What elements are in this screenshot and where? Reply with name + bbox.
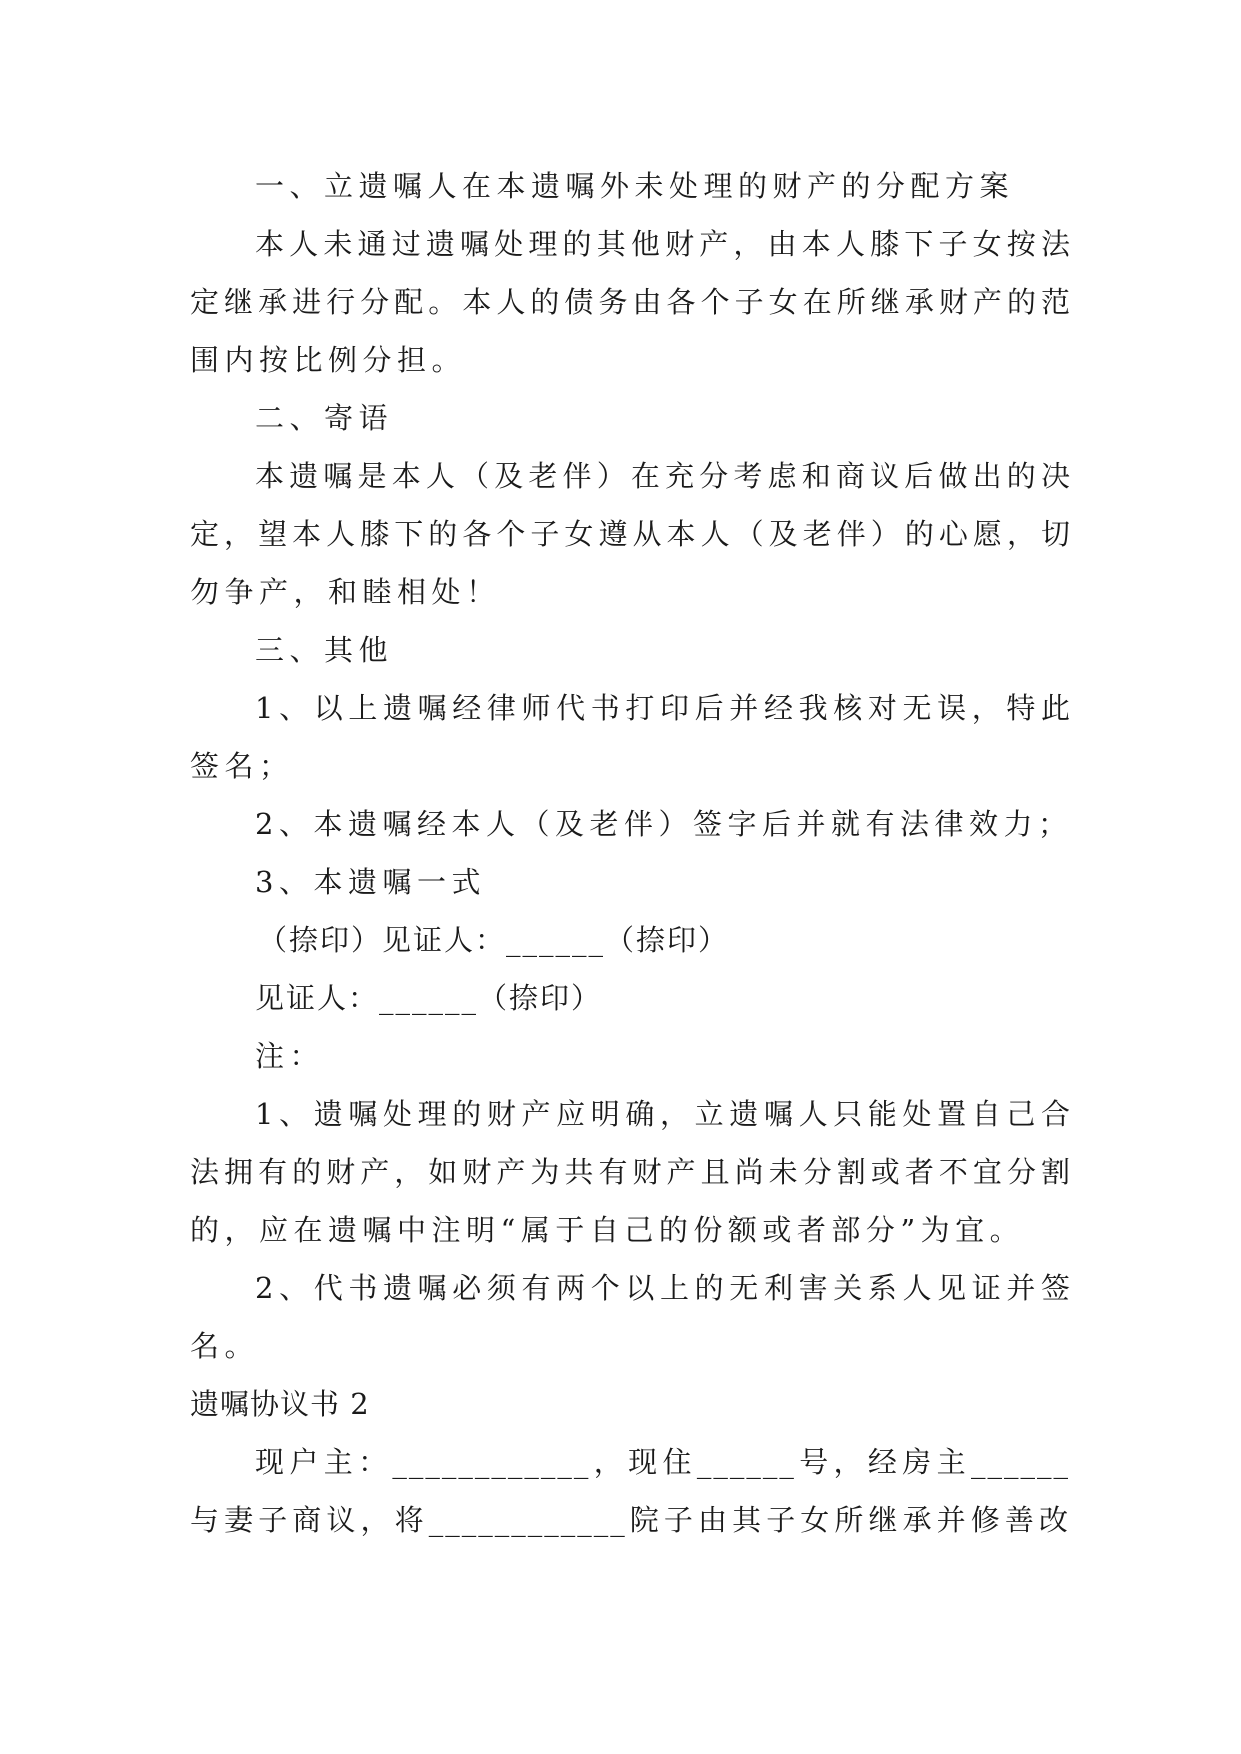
witness-line: （捺印）见证人：______（捺印）	[258, 923, 730, 957]
section-one-heading: 一、立遗嘱人在本遗嘱外未处理的财产的分配方案	[255, 169, 1015, 203]
list-item-line: 3、本遗嘱一式	[255, 865, 486, 899]
list-item-line: 1、以上遗嘱经律师代书打印后并经我核对无误，特此	[255, 691, 1070, 725]
paragraph-line: 勿争产，和睦相处！	[190, 575, 501, 609]
section-three-heading: 三、其他	[255, 633, 394, 667]
paragraph-line: 与妻子商议，将____________院子由其子女所继承并修善改	[190, 1503, 1070, 1537]
note-line: 2、代书遗嘱必须有两个以上的无利害关系人见证并签	[255, 1271, 1070, 1305]
paragraph-line: 定继承进行分配。本人的债务由各个子女在所继承财产的范	[190, 285, 1070, 319]
paragraph-line: 现户主：____________，现住______号，经房主______	[255, 1445, 1070, 1479]
section-two-heading: 二、寄语	[255, 401, 394, 435]
note-line: 1、遗嘱处理的财产应明确，立遗嘱人只能处置自己合	[255, 1097, 1070, 1131]
paragraph-line: 围内按比例分担。	[190, 343, 467, 377]
list-item-line: 签名；	[190, 749, 294, 783]
note-heading: 注：	[255, 1039, 325, 1073]
paragraph-line: 定，望本人膝下的各个子女遵从本人（及老伴）的心愿，切	[190, 517, 1070, 551]
note-line: 的，应在遗嘱中注明“属于自己的份额或者部分”为宜。	[190, 1213, 1025, 1247]
document-title: 遗嘱协议书 2	[190, 1387, 370, 1421]
paragraph-line: 本人未通过遗嘱处理的其他财产，由本人膝下子女按法	[255, 227, 1070, 261]
witness-line: 见证人：______（捺印）	[255, 981, 603, 1015]
paragraph-line: 本遗嘱是本人（及老伴）在充分考虑和商议后做出的决	[255, 459, 1070, 493]
note-line: 名。	[190, 1329, 260, 1363]
list-item-line: 2、本遗嘱经本人（及老伴）签字后并就有法律效力；	[255, 807, 1073, 841]
note-line: 法拥有的财产，如财产为共有财产且尚未分割或者不宜分割	[190, 1155, 1070, 1189]
